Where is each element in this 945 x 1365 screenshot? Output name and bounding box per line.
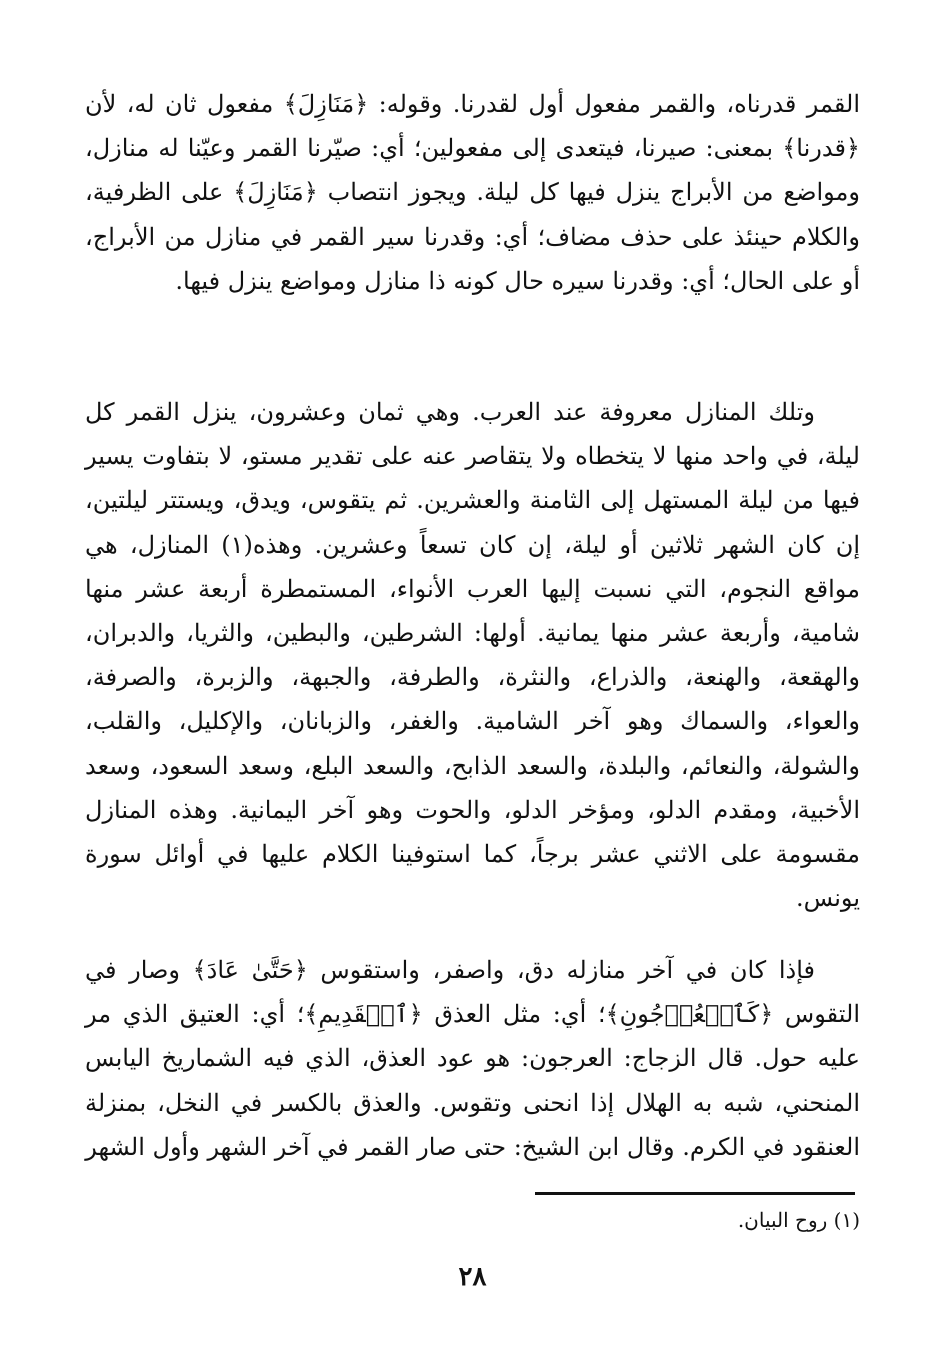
paragraph-2 bbox=[85, 390, 860, 920]
paragraph-3-text: فإذا كان في آخر منازله دق، واصفر، واستقوس ﴿حَتَّىٰ عَادَ﴾ وصار في التقوس ﴿كَٱلۡعُرۡجُونِ﴾؛ أي: مثل العذق ﴿ٱلۡقَدِيمِ﴾؛ أي: العتيق الذي مر عليه حول. قال الزجاج: العرجون: هو عود العذق، الذي فيه الشماريخ اليابس المنحني، شبه به الهلال إذا انحنى وتقوس. والعذق بالكسر في النخل، بمنزلة العنقود في الكرم. وقال ابن الشيخ: حتى صار القمر في آخر الشهر وأول الشهر bbox=[85, 956, 860, 1161]
paragraph-1-text: القمر قدرناه، والقمر مفعول أول لقدرنا. وقوله: ﴿مَنَازِلَ﴾ مفعول ثان له، لأن ﴿قدرنا﴾ بمعنى: صيرنا، فيتعدى إلى مفعولين؛ أي: صيّرنا القمر وعيّنا له منازل، ومواضع من الأبراج ينزل فيها كل ليلة. ويجوز انتصاب ﴿مَنَازِلَ﴾ على الظرفية، والكلام حينئذ على حذف مضاف؛ أي: وقدرنا سير القمر في منازل من الأبراج، أو على الحال؛ أي: وقدرنا سيره حال كونه ذا منازل ومواضع ينزل فيها. bbox=[85, 90, 860, 295]
paragraph-2-text: وتلك المنازل معروفة عند العرب. وهي ثمان وعشرون، ينزل القمر كل ليلة، في واحد منها لا يتخطاه ولا يتقاصر عنه على تقدير مستو، لا بتفاوت يسير فيها من ليلة المستهل إلى الثامنة والعشرين. ثم يتقوس، ويدق، ويستتر ليلتين، إن كان الشهر ثلاثين أو ليلة، إن كان تسعاً وعشرين. وهذه(١) المنازل، هي مواقع النجوم، التي نسبت إليها العرب الأنواء، المستمطرة أربعة عشر منها شامية، وأربعة عشر منها يمانية. أولها: الشرطين، والبطين، والثريا، والدبران، والهقعة، والهنعة، والذراع، والنثرة، والطرفة، والجبهة، والزبرة، والصرفة، والعواء، والسماك وهو آخر الشامية. والغفر، والزبانان، والإكليل، والقلب، والشولة، والنعائم، والبلدة، والسعد الذابح، والسعد البلع، وسعد السعود، وسعد الأخبية، ومقدم الدلو، ومؤخر الدلو، والحوت وهو آخر اليمانية. وهذه المنازل مقسومة على الاثني عشر برجاً، كما استوفينا الكلام عليها في أوائل سورة يونس. bbox=[85, 398, 861, 913]
paragraph-3 bbox=[85, 948, 860, 1169]
page-number: ٢٨ bbox=[458, 1262, 487, 1292]
paragraph-1 bbox=[85, 82, 860, 303]
footnote: (١) روح البيان. bbox=[737, 1208, 860, 1232]
footnote-divider bbox=[535, 1192, 855, 1195]
